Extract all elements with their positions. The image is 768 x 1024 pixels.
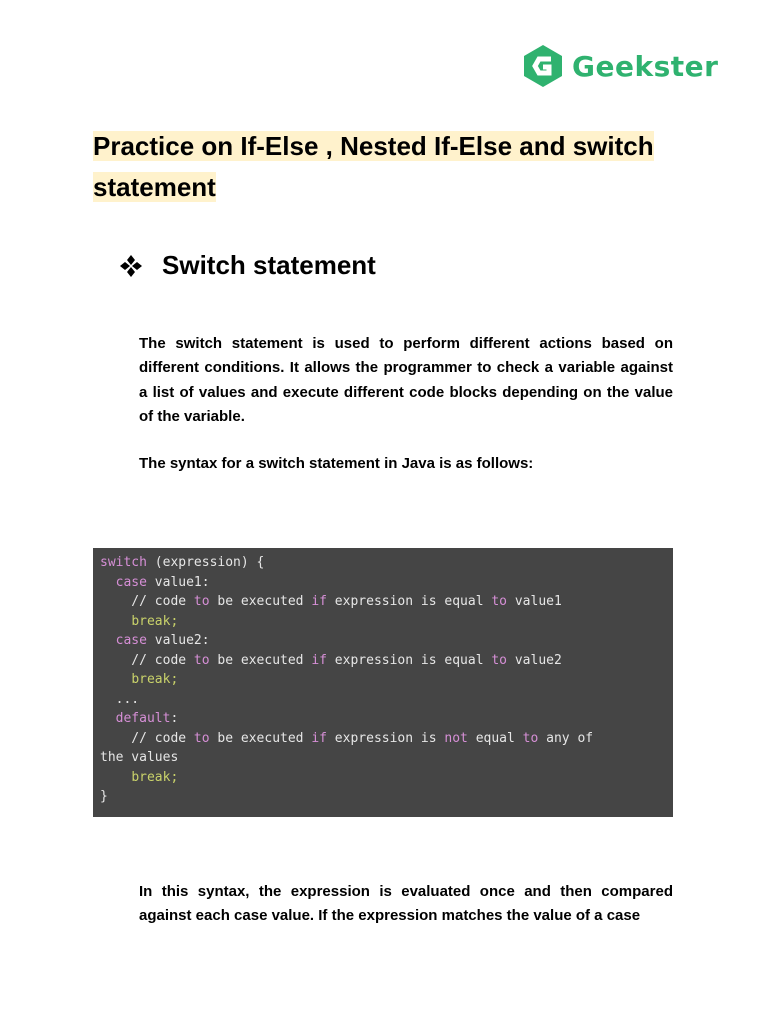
code-text (100, 770, 131, 785)
syntax-intro-paragraph: The syntax for a switch statement in Java is as follows: (139, 455, 534, 472)
code-line (100, 614, 178, 629)
code-text: // code (100, 594, 194, 609)
code-line (100, 789, 108, 804)
code-line (100, 653, 562, 668)
code-keyword: if (311, 652, 327, 668)
code-keyword: not (444, 730, 468, 746)
brand-name: Geekster (572, 49, 719, 83)
code-text (100, 633, 116, 648)
code-text: be executed (209, 652, 312, 668)
code-text: // code (100, 652, 194, 668)
code-text: value1 (507, 594, 562, 609)
code-keyword: case (115, 633, 147, 648)
code-keyword: to (491, 594, 508, 609)
code-line (100, 594, 562, 609)
code-text: : (170, 711, 179, 726)
code-text: be executed (209, 594, 312, 609)
code-text: // code (100, 730, 194, 746)
code-block (93, 548, 673, 817)
code-keyword: case (115, 574, 147, 590)
code-keyword: default (115, 711, 171, 726)
code-line (100, 555, 264, 570)
diamond-bullet-icon (120, 255, 142, 277)
code-text: value2 (507, 652, 562, 668)
code-text: equal (467, 730, 523, 746)
code-keyword: to (193, 594, 210, 609)
code-keyword: to (193, 730, 210, 746)
code-text (100, 575, 116, 590)
code-keyword: to (522, 730, 539, 746)
code-text: any of (538, 730, 594, 746)
code-line (100, 692, 139, 707)
code-text (100, 614, 131, 629)
code-keyword: if (311, 730, 327, 746)
code-break-keyword: break; (131, 613, 179, 629)
code-text: the values (100, 750, 179, 765)
code-text (100, 672, 131, 687)
code-keyword: to (491, 652, 508, 668)
code-text: ... (100, 691, 140, 707)
code-text: expression is equal (326, 594, 492, 609)
code-line (100, 750, 178, 765)
code-line (100, 575, 210, 590)
code-text: expression is equal (326, 652, 492, 668)
section-heading (120, 250, 376, 281)
code-text: expression is (326, 730, 445, 746)
code-text (100, 711, 116, 726)
intro-paragraph: The switch statement is used to perform different actions based on different conditions. It allows the programmer to check a variable against a list of values and execute different code blocks depending on the value of the variable. (139, 335, 673, 425)
geekster-logo-icon (522, 44, 564, 88)
code-text: value2: (146, 633, 210, 648)
section-heading-text: Switch statement (162, 250, 376, 280)
code-break-keyword: break; (131, 672, 179, 687)
code-break-keyword: break; (131, 769, 179, 785)
code-text: } (100, 789, 108, 804)
brand-logo (522, 44, 718, 88)
explanation-paragraph: In this syntax, the expression is evaluated once and then compared against each case value. If the expression matches the value of a case (139, 883, 673, 925)
code-text: be executed (209, 730, 312, 746)
code-line (100, 672, 178, 687)
code-keyword: if (311, 594, 327, 609)
code-text: value1: (146, 574, 210, 590)
code-keyword: to (193, 652, 210, 668)
code-line (100, 633, 210, 648)
code-text: (expression) { (146, 555, 265, 570)
page-title (93, 126, 675, 208)
code-line (100, 770, 178, 785)
code-line (100, 711, 178, 726)
code-keyword: switch (100, 555, 147, 570)
code-line (100, 731, 593, 746)
page-title-text: Practice on If-Else , Nested If-Else and switch statement (93, 131, 654, 202)
